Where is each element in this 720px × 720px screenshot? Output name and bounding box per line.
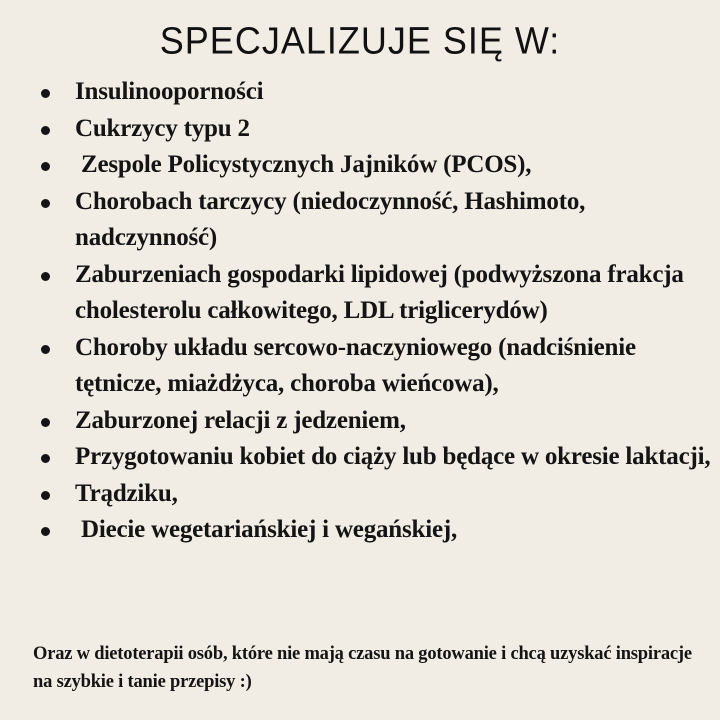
list-item-text: Diecie wegetariańskiej i wegańskiej, bbox=[81, 516, 458, 543]
list-item-text: Chorobach tarczycy (niedoczynność, Hashimoto, nadczynność) bbox=[75, 187, 586, 251]
specialization-list bbox=[37, 74, 720, 549]
list-item-text: Trądziku, bbox=[75, 479, 178, 507]
bullet-icon bbox=[41, 89, 50, 98]
list-item-text: Zaburzeniach gospodarki lipidowej (podwyższona frakcja cholesterolu całkowitego, LDL triglicerydów) bbox=[75, 260, 684, 324]
bullet-icon bbox=[41, 418, 50, 427]
bullet-icon bbox=[41, 162, 50, 171]
list-item-text: Cukrzycy typu 2 bbox=[75, 114, 250, 142]
list-item bbox=[37, 147, 720, 184]
list-item bbox=[37, 257, 720, 330]
bullet-icon bbox=[41, 491, 50, 500]
list-item-text: Insulinooporności bbox=[75, 78, 264, 105]
footer-note: Oraz w dietoterapii osób, które nie mają czasu na gotowanie i chcą uzyskać inspiracje na szybkie i tanie przepisy :) bbox=[33, 644, 692, 692]
list-item-text: Choroby układu sercowo-naczyniowego (nadciśnienie tętnicze, miażdżyca, choroba wieńcowa), bbox=[75, 333, 636, 397]
list-item bbox=[37, 184, 720, 257]
bullet-icon bbox=[41, 126, 50, 135]
list-item bbox=[37, 512, 720, 549]
list-item bbox=[37, 439, 720, 476]
list-item bbox=[37, 476, 720, 513]
list-item-text: Przygotowaniu kobiet do ciąży lub będące w okresie laktacji, bbox=[75, 443, 711, 470]
bullet-icon bbox=[41, 345, 50, 354]
bullet-icon bbox=[41, 272, 50, 281]
list-item bbox=[37, 74, 720, 111]
bullet-icon bbox=[41, 454, 50, 463]
bullet-icon bbox=[41, 527, 50, 536]
page-title: SPECJALIZUJE SIĘ W: bbox=[159, 18, 561, 62]
list-item bbox=[37, 111, 720, 148]
list-item-text: Zespole Policystycznych Jajników (PCOS), bbox=[81, 151, 532, 178]
bullet-icon bbox=[41, 199, 50, 208]
list-item bbox=[37, 403, 720, 440]
list-item bbox=[37, 330, 720, 403]
list-item-text: Zaburzonej relacji z jedzeniem, bbox=[75, 406, 406, 434]
